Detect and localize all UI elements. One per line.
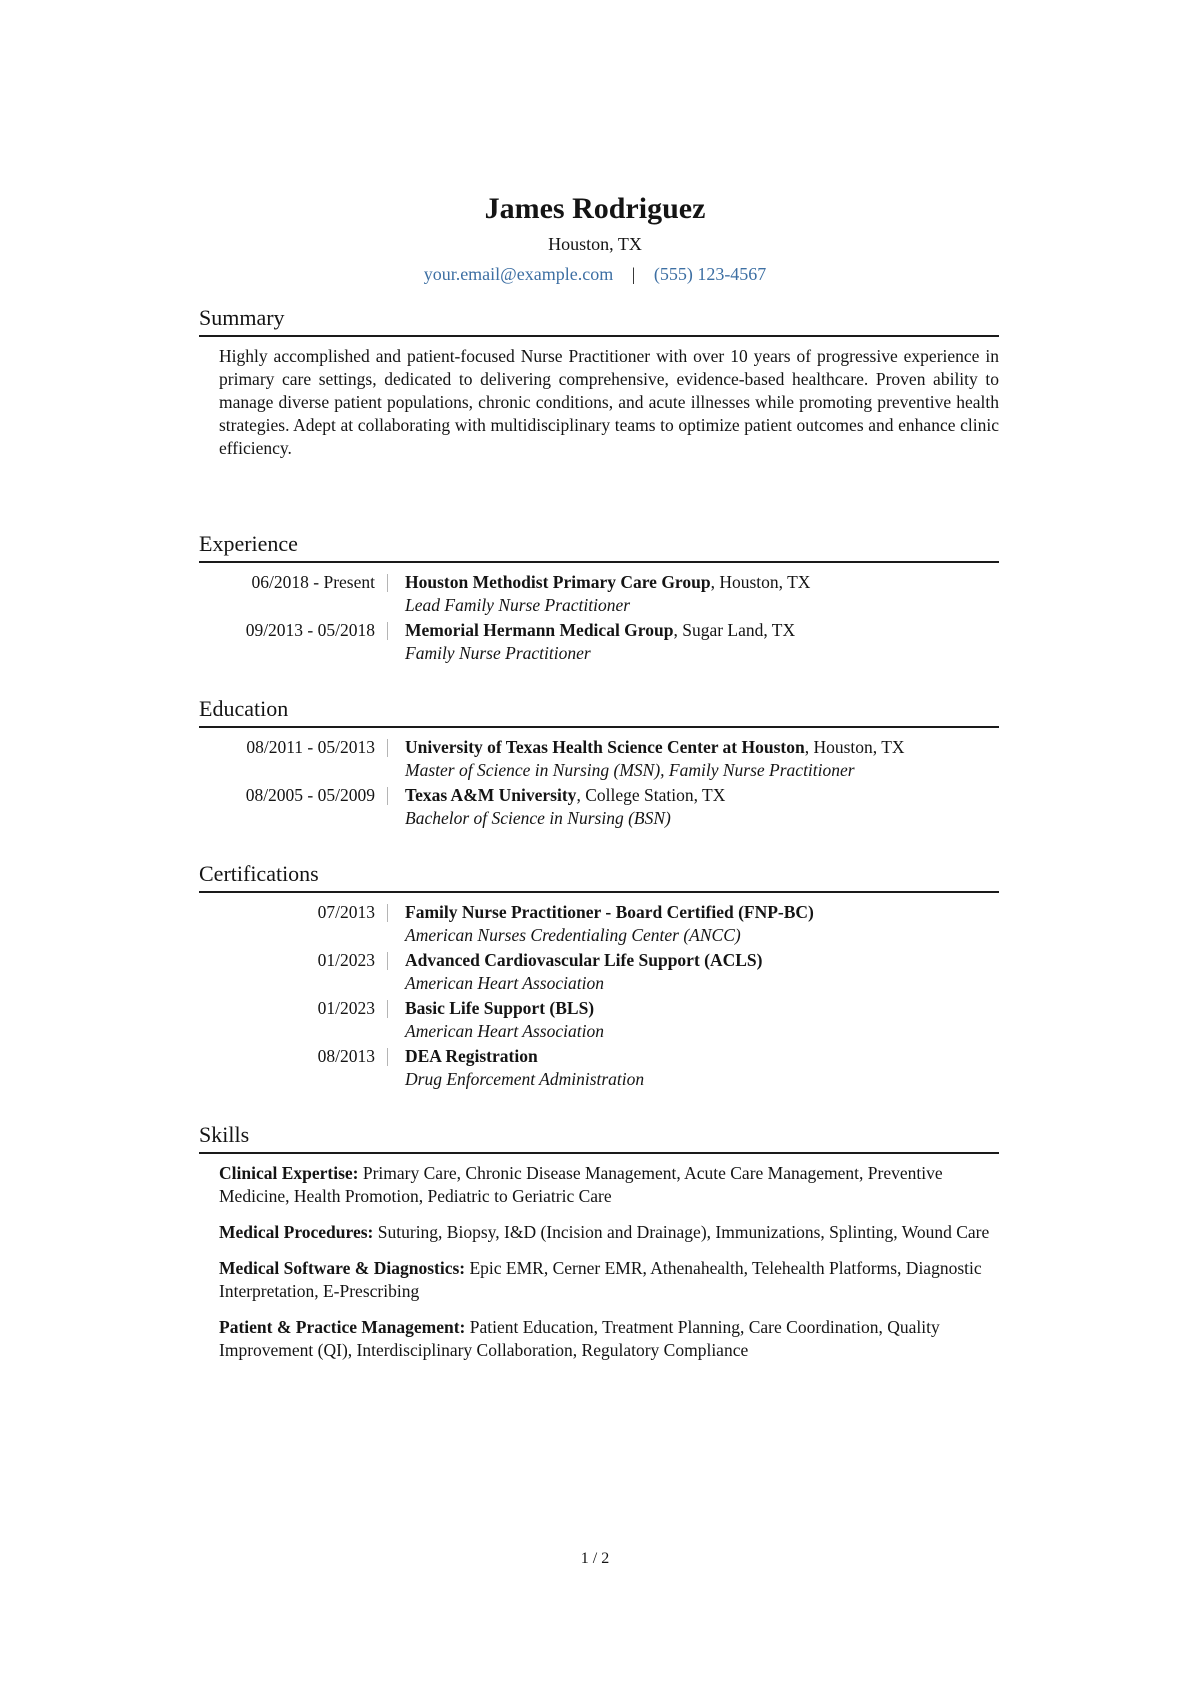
summary-section bbox=[199, 305, 999, 460]
certification-entry bbox=[199, 901, 999, 947]
experience-entry bbox=[199, 619, 999, 665]
entry-organization: Houston Methodist Primary Care Group bbox=[405, 572, 711, 592]
experience-section bbox=[199, 531, 999, 665]
entry-location: , College Station, TX bbox=[576, 785, 726, 805]
contact-separator: | bbox=[631, 264, 636, 284]
entry-organization: University of Texas Health Science Center at Houston bbox=[405, 737, 805, 757]
page-number: 1 / 2 bbox=[580, 1550, 610, 1567]
section-title: Education bbox=[199, 696, 999, 728]
skills-section bbox=[199, 1122, 999, 1375]
skill-group bbox=[219, 1162, 999, 1208]
candidate-location: Houston, TX bbox=[548, 234, 642, 254]
timeline-divider bbox=[387, 904, 388, 922]
skill-label: Patient & Practice Management: bbox=[219, 1317, 466, 1337]
certification-entry bbox=[199, 1045, 999, 1091]
timeline-divider bbox=[387, 574, 388, 592]
timeline-divider bbox=[387, 1048, 388, 1066]
skill-label: Medical Procedures: bbox=[219, 1222, 374, 1242]
entry-date: 08/2013 bbox=[317, 1046, 375, 1066]
skill-label: Clinical Expertise: bbox=[219, 1163, 359, 1183]
timeline-divider bbox=[387, 622, 388, 640]
certification-name: DEA Registration bbox=[405, 1046, 538, 1066]
certification-issuer: Drug Enforcement Administration bbox=[405, 1069, 645, 1089]
education-entry bbox=[199, 784, 999, 830]
certification-name: Family Nurse Practitioner - Board Certified (FNP-BC) bbox=[405, 902, 814, 922]
timeline-divider bbox=[387, 787, 388, 805]
certification-entry bbox=[199, 997, 999, 1043]
skill-label: Medical Software & Diagnostics: bbox=[219, 1258, 466, 1278]
certification-name: Advanced Cardiovascular Life Support (ACLS) bbox=[405, 950, 763, 970]
certification-issuer: American Heart Association bbox=[405, 1021, 604, 1041]
skill-group bbox=[219, 1221, 999, 1244]
entry-location: , Houston, TX bbox=[804, 737, 905, 757]
summary-text: Highly accomplished and patient-focused Nurse Practitioner with over 10 years of progressive experience in primary care settings, dedicated to delivering comprehensive, evidence-based healthcare. Proven ability to manage diverse patient populations, chronic conditions, and acute illnesses while promoting preventive health strategies. Adept at collaborating with multidisciplinary teams to optimize patient outcomes and enhance clinic efficiency. bbox=[219, 346, 999, 458]
entry-role: Lead Family Nurse Practitioner bbox=[405, 595, 631, 615]
entry-date: 08/2005 - 05/2009 bbox=[245, 785, 375, 805]
timeline-divider bbox=[387, 739, 388, 757]
certifications-section bbox=[199, 861, 999, 1091]
section-title: Summary bbox=[199, 305, 999, 337]
timeline-divider bbox=[387, 952, 388, 970]
entry-location: , Sugar Land, TX bbox=[673, 620, 796, 640]
skill-group bbox=[219, 1316, 999, 1362]
section-title: Certifications bbox=[199, 861, 999, 893]
entry-role: Family Nurse Practitioner bbox=[405, 643, 591, 663]
skill-group bbox=[219, 1257, 999, 1303]
phone-link[interactable]: (555) 123-4567 bbox=[653, 264, 767, 284]
entry-date: 06/2018 - Present bbox=[251, 572, 375, 592]
entry-organization: Memorial Hermann Medical Group bbox=[405, 620, 674, 640]
entry-degree: Master of Science in Nursing (MSN), Family Nurse Practitioner bbox=[405, 760, 855, 780]
skill-list: Primary Care, Chronic Disease Management, Acute Care Management, Preventive Medicine, Health Promotion, Pediatric to Geriatric Care bbox=[219, 1163, 943, 1206]
entry-organization: Texas A&M University bbox=[405, 785, 577, 805]
education-entry bbox=[199, 736, 999, 782]
entry-location: , Houston, TX bbox=[710, 572, 811, 592]
candidate-name: James Rodriguez bbox=[484, 192, 706, 225]
entry-date: 01/2023 bbox=[317, 950, 375, 970]
skill-list: Epic EMR, Cerner EMR, Athenahealth, Telehealth Platforms, Diagnostic Interpretation, E-Prescribing bbox=[219, 1258, 982, 1301]
entry-date: 09/2013 - 05/2018 bbox=[245, 620, 375, 640]
contact-line bbox=[0, 260, 1190, 288]
entry-date: 07/2013 bbox=[317, 902, 375, 922]
entry-degree: Bachelor of Science in Nursing (BSN) bbox=[405, 808, 671, 828]
email-link[interactable]: your.email@example.com bbox=[423, 264, 614, 284]
certification-issuer: American Nurses Credentialing Center (ANCC) bbox=[405, 925, 741, 945]
experience-entry bbox=[199, 571, 999, 617]
entry-date: 01/2023 bbox=[317, 998, 375, 1018]
certification-name: Basic Life Support (BLS) bbox=[405, 998, 595, 1018]
certification-entry bbox=[199, 949, 999, 995]
timeline-divider bbox=[387, 1000, 388, 1018]
education-section bbox=[199, 696, 999, 830]
section-title: Experience bbox=[199, 531, 999, 563]
section-title: Skills bbox=[199, 1122, 999, 1154]
skill-list: Patient Education, Treatment Planning, Care Coordination, Quality Improvement (QI), Interdisciplinary Collaboration, Regulatory Compliance bbox=[219, 1317, 940, 1360]
resume-header bbox=[0, 190, 1190, 288]
certification-issuer: American Heart Association bbox=[405, 973, 604, 993]
entry-date: 08/2011 - 05/2013 bbox=[246, 737, 375, 757]
skill-list: Suturing, Biopsy, I&D (Incision and Drainage), Immunizations, Splinting, Wound Care bbox=[373, 1222, 990, 1242]
